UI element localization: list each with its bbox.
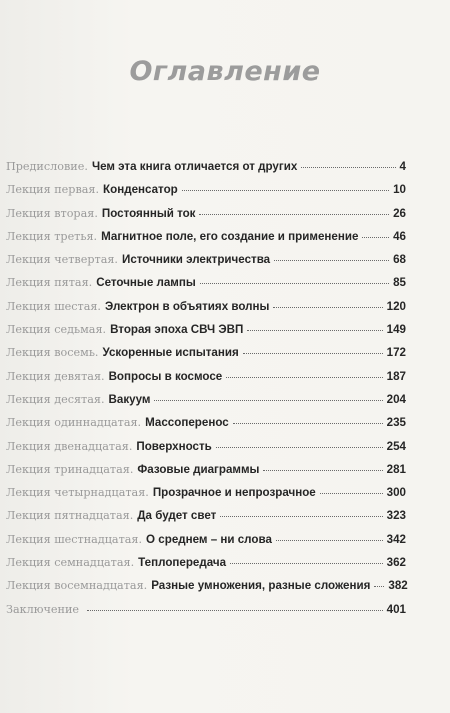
toc-entry-title: Чем эта книга отличается от других xyxy=(91,160,298,173)
toc-page-number: 85 xyxy=(393,276,406,290)
dot-leader xyxy=(362,237,389,238)
dot-leader xyxy=(273,307,382,308)
toc-entry-title: Прозрачное и непрозрачное xyxy=(152,486,316,500)
toc-page-number: 4 xyxy=(399,160,406,173)
toc-entry-title: Магнитное поле, его создание и применение xyxy=(101,229,359,243)
table-of-contents xyxy=(6,160,406,626)
dot-leader xyxy=(199,214,389,215)
dot-leader xyxy=(276,540,383,541)
toc-entry xyxy=(6,533,406,556)
dot-leader xyxy=(230,563,383,564)
toc-page-number: 342 xyxy=(386,532,406,546)
toc-entry-title: Сеточные лампы xyxy=(96,276,196,290)
toc-entry xyxy=(6,207,406,230)
toc-entry-title: Вопросы в космосе xyxy=(108,369,223,383)
toc-page-number: 300 xyxy=(386,486,406,500)
toc-page-number: 204 xyxy=(386,392,406,406)
toc-lecture-label: Лекция восемь. xyxy=(6,346,99,360)
toc-page-number: 254 xyxy=(386,439,406,453)
toc-entry xyxy=(6,416,406,439)
dot-leader xyxy=(200,283,389,284)
dot-leader xyxy=(247,330,382,331)
dot-leader xyxy=(154,400,382,401)
dot-leader xyxy=(182,190,389,191)
toc-lecture-label: Лекция вторая. xyxy=(6,206,98,220)
dot-leader xyxy=(87,610,383,611)
toc-lecture-label: Лекция первая. xyxy=(6,183,100,197)
dot-leader xyxy=(301,167,395,168)
toc-entry-title: Источники электричества xyxy=(121,253,271,267)
dot-leader xyxy=(320,493,383,494)
toc-lecture-label: Предисловие. xyxy=(6,160,88,173)
toc-entry xyxy=(6,509,406,532)
dot-leader xyxy=(374,586,384,587)
toc-entry xyxy=(6,230,406,253)
toc-entry-title: Вторая эпоха СВЧ ЭВП xyxy=(110,323,244,337)
toc-page-number: 401 xyxy=(386,602,406,616)
toc-lecture-label: Лекция четырнадцатая. xyxy=(6,486,149,500)
toc-page-number: 10 xyxy=(393,183,406,197)
dot-leader xyxy=(263,470,382,471)
toc-entry-title: Массоперенос xyxy=(145,416,229,430)
toc-entry xyxy=(6,440,406,463)
toc-lecture-label: Лекция тринадцатая. xyxy=(6,462,134,476)
dot-leader xyxy=(220,516,382,517)
dot-leader xyxy=(233,423,383,424)
toc-lecture-label: Заключение xyxy=(6,602,80,616)
toc-page-number: 187 xyxy=(386,369,406,383)
toc-page-number: 68 xyxy=(393,253,406,267)
toc-page-number: 362 xyxy=(386,556,406,570)
toc-entry-title: Ускоренные испытания xyxy=(102,346,239,360)
toc-entry-title: Фазовые диаграммы xyxy=(137,462,260,476)
toc-entry xyxy=(6,323,406,346)
toc-page-number: 235 xyxy=(386,416,406,430)
toc-entry-title: Постоянный ток xyxy=(101,206,196,220)
toc-entry xyxy=(6,253,406,276)
toc-entry xyxy=(6,393,406,416)
toc-entry-title: Да будет свет xyxy=(137,509,217,523)
toc-entry xyxy=(6,463,406,486)
page-title: Оглавление xyxy=(129,56,321,87)
dot-leader xyxy=(243,353,383,354)
toc-entry xyxy=(6,183,406,206)
toc-page-number: 26 xyxy=(393,206,406,220)
toc-lecture-label: Лекция одиннадцатая. xyxy=(6,416,142,430)
toc-page-number: 120 xyxy=(386,299,406,313)
toc-lecture-label: Лекция двенадцатая. xyxy=(6,439,133,453)
toc-entry xyxy=(6,160,406,183)
toc-entry xyxy=(6,276,406,299)
toc-entry xyxy=(6,603,406,626)
toc-entry-title: Вакуум xyxy=(108,392,151,406)
toc-lecture-label: Лекция шестнадцатая. xyxy=(6,532,143,546)
toc-lecture-label: Лекция восемнадцатая. xyxy=(6,579,148,593)
toc-lecture-label: Лекция седьмая. xyxy=(6,323,107,337)
toc-page-number: 382 xyxy=(388,579,408,593)
toc-page-number: 281 xyxy=(386,462,406,476)
toc-entry-title: Разные умножения, разные сложения xyxy=(151,579,371,593)
toc-lecture-label: Лекция шестая. xyxy=(6,299,101,313)
toc-entry xyxy=(6,556,406,579)
toc-page-number: 149 xyxy=(386,323,406,337)
toc-entry xyxy=(6,579,406,602)
toc-entry-title: Конденсатор xyxy=(103,183,178,197)
toc-lecture-label: Лекция пятая. xyxy=(6,276,93,290)
toc-lecture-label: Лекция десятая. xyxy=(6,392,105,406)
dot-leader xyxy=(226,377,382,378)
toc-page-number: 323 xyxy=(386,509,406,523)
toc-lecture-label: Лекция третья. xyxy=(6,229,98,243)
dot-leader xyxy=(216,447,383,448)
toc-entry xyxy=(6,300,406,323)
toc-lecture-label: Лекция семнадцатая. xyxy=(6,556,135,570)
toc-entry xyxy=(6,346,406,369)
toc-entry xyxy=(6,370,406,393)
dot-leader xyxy=(274,260,389,261)
toc-page-number: 46 xyxy=(393,229,406,243)
toc-page-number: 172 xyxy=(386,346,406,360)
toc-entry-title: Электрон в объятиях волны xyxy=(104,299,270,313)
toc-lecture-label: Лекция пятнадцатая. xyxy=(6,509,134,523)
toc-entry xyxy=(6,486,406,509)
toc-lecture-label: Лекция девятая. xyxy=(6,369,105,383)
toc-entry-title: Поверхность xyxy=(136,439,212,453)
toc-entry-title: О среднем – ни слова xyxy=(146,532,272,546)
toc-lecture-label: Лекция четвертая. xyxy=(6,253,118,267)
toc-entry-title: Теплопередача xyxy=(138,556,227,570)
